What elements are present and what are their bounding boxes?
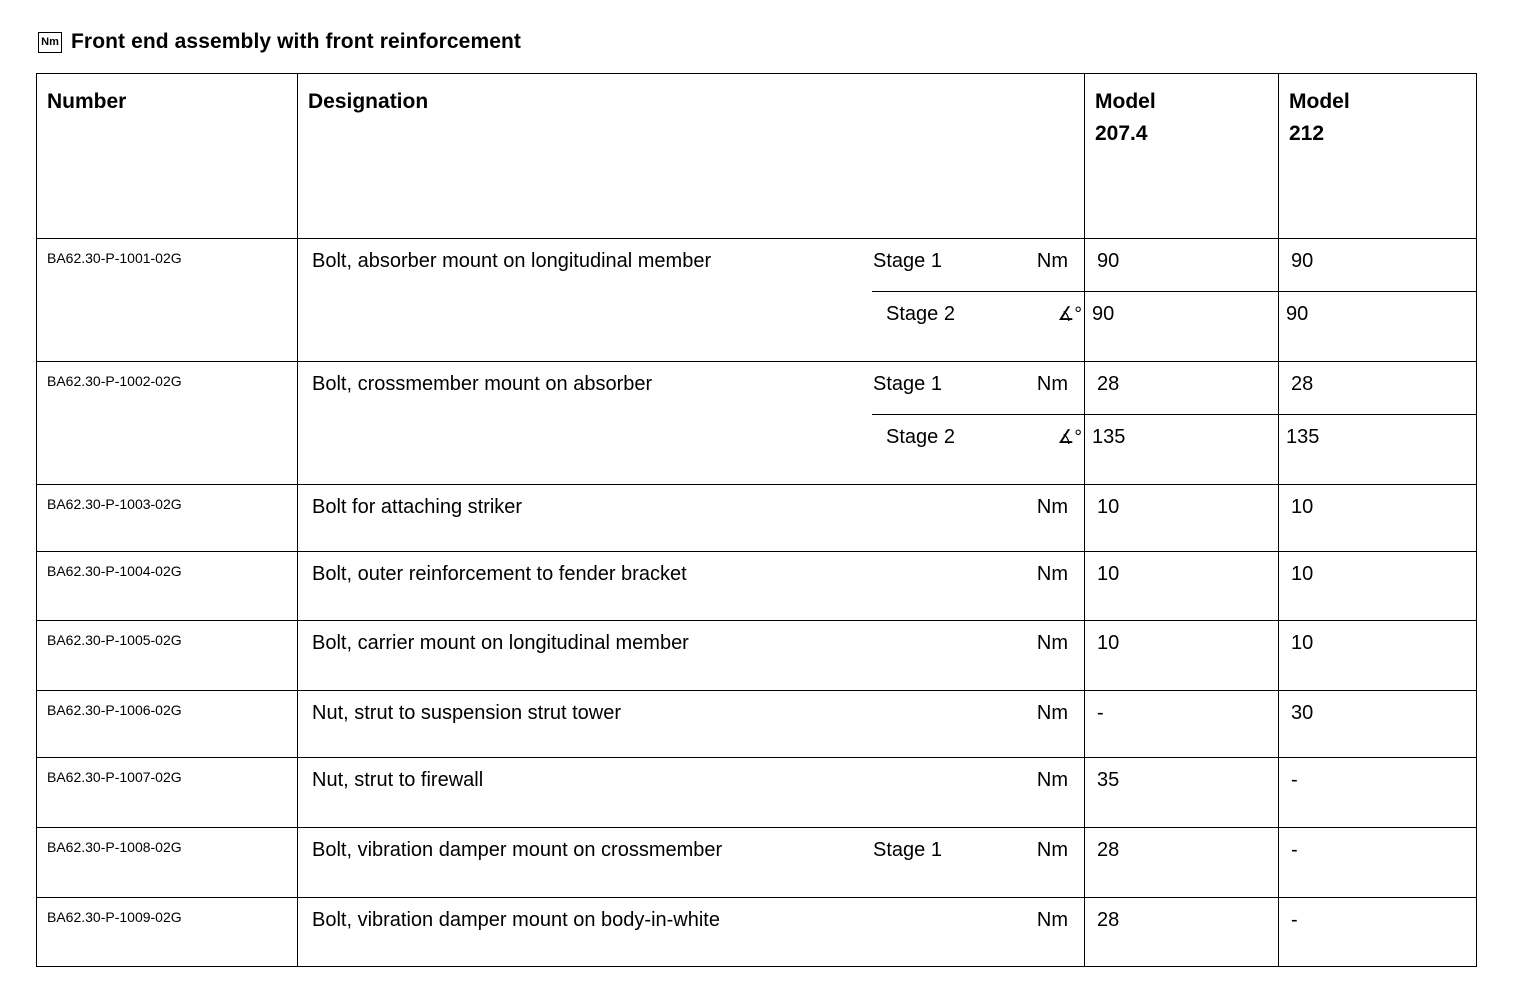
angle-unit-icon: ∡° [1057, 427, 1082, 448]
designation-text: Bolt, crossmember mount on absorber [312, 373, 653, 395]
unit-label: Nm [1036, 769, 1068, 791]
part-number: BA62.30-P-1007-02G [37, 758, 298, 828]
designation-cell [298, 828, 1085, 898]
model-207-4-value: 35 [1085, 758, 1279, 828]
designation-text: Bolt, absorber mount on longitudinal member [312, 250, 712, 272]
designation-cell [298, 758, 1085, 828]
designation-cell [298, 621, 1085, 691]
table-row [37, 898, 1477, 967]
part-number: BA62.30-P-1009-02G [37, 898, 298, 967]
model-212-value: - [1279, 828, 1477, 898]
designation-cell [298, 362, 1085, 485]
model-207-4-value: 28 [1085, 898, 1279, 967]
designation-text: Bolt for attaching striker [312, 496, 523, 518]
unit-label: Nm [1036, 373, 1068, 395]
torque-nm-icon: Nm [38, 32, 62, 53]
designation-text: Nut, strut to suspension strut tower [312, 702, 622, 724]
model-207-4-value: 28 [1085, 828, 1279, 898]
model-212-cell: 28 135 [1279, 362, 1477, 485]
unit-label: Nm [1036, 250, 1068, 272]
unit-label: Nm [1036, 496, 1068, 518]
designation-cell [298, 485, 1085, 552]
model-212-value: - [1279, 898, 1477, 967]
table-row [37, 758, 1477, 828]
part-number: BA62.30-P-1004-02G [37, 552, 298, 621]
part-number: BA62.30-P-1005-02G [37, 621, 298, 691]
table-header-row [37, 74, 1477, 239]
model-212-value: - [1279, 758, 1477, 828]
designation-text: Bolt, vibration damper mount on crossmember [312, 839, 723, 861]
part-number: BA62.30-P-1003-02G [37, 485, 298, 552]
model-212-value: 10 [1279, 552, 1477, 621]
column-header-model-207-4: Model 207.4 [1085, 74, 1279, 239]
model-212-value: 30 [1279, 691, 1477, 758]
table-row [37, 691, 1477, 758]
model-207-4-cell: 28 135 [1085, 362, 1279, 485]
model-212-value: 10 [1279, 621, 1477, 691]
document-header [38, 26, 521, 58]
stage-label: Stage 1 [873, 839, 942, 861]
column-header-designation: Designation [298, 74, 1085, 239]
model-207-4-value: - [1085, 691, 1279, 758]
designation-cell [298, 239, 1085, 362]
part-number: BA62.30-P-1008-02G [37, 828, 298, 898]
unit-label: Nm [1036, 702, 1068, 724]
stage-label: Stage 1 [873, 373, 942, 395]
torque-table [36, 73, 1477, 967]
part-number: BA62.30-P-1006-02G [37, 691, 298, 758]
unit-label: Nm [1036, 632, 1068, 654]
model-207-4-value: 10 [1085, 485, 1279, 552]
unit-label: Nm [1036, 839, 1068, 861]
designation-cell [298, 552, 1085, 621]
designation-text: Bolt, vibration damper mount on body-in-white [312, 909, 720, 931]
table-row [37, 621, 1477, 691]
table-row [37, 552, 1477, 621]
unit-label: Nm [1036, 563, 1068, 585]
part-number: BA62.30-P-1002-02G [37, 362, 298, 485]
angle-unit-icon: ∡° [1057, 304, 1082, 325]
designation-cell [298, 898, 1085, 967]
model-207-4-cell: 90 90 [1085, 239, 1279, 362]
part-number: BA62.30-P-1001-02G [37, 239, 298, 362]
model-207-4-value: 10 [1085, 552, 1279, 621]
designation-cell [298, 691, 1085, 758]
column-header-number: Number [37, 74, 298, 239]
stage-label: Stage 2 [886, 303, 955, 325]
table-row [37, 239, 1477, 362]
table-row [37, 485, 1477, 552]
column-header-model-212: Model 212 [1279, 74, 1477, 239]
table-row [37, 828, 1477, 898]
designation-text: Nut, strut to firewall [312, 769, 484, 791]
designation-text: Bolt, outer reinforcement to fender bracket [312, 563, 687, 585]
stage-label: Stage 1 [873, 250, 942, 272]
page-title: Front end assembly with front reinforcement [71, 30, 522, 53]
model-212-cell: 90 90 [1279, 239, 1477, 362]
model-212-value: 10 [1279, 485, 1477, 552]
model-207-4-value: 10 [1085, 621, 1279, 691]
table-row [37, 362, 1477, 485]
designation-text: Bolt, carrier mount on longitudinal member [312, 632, 689, 654]
stage-label: Stage 2 [886, 426, 955, 448]
unit-label: Nm [1036, 909, 1068, 931]
